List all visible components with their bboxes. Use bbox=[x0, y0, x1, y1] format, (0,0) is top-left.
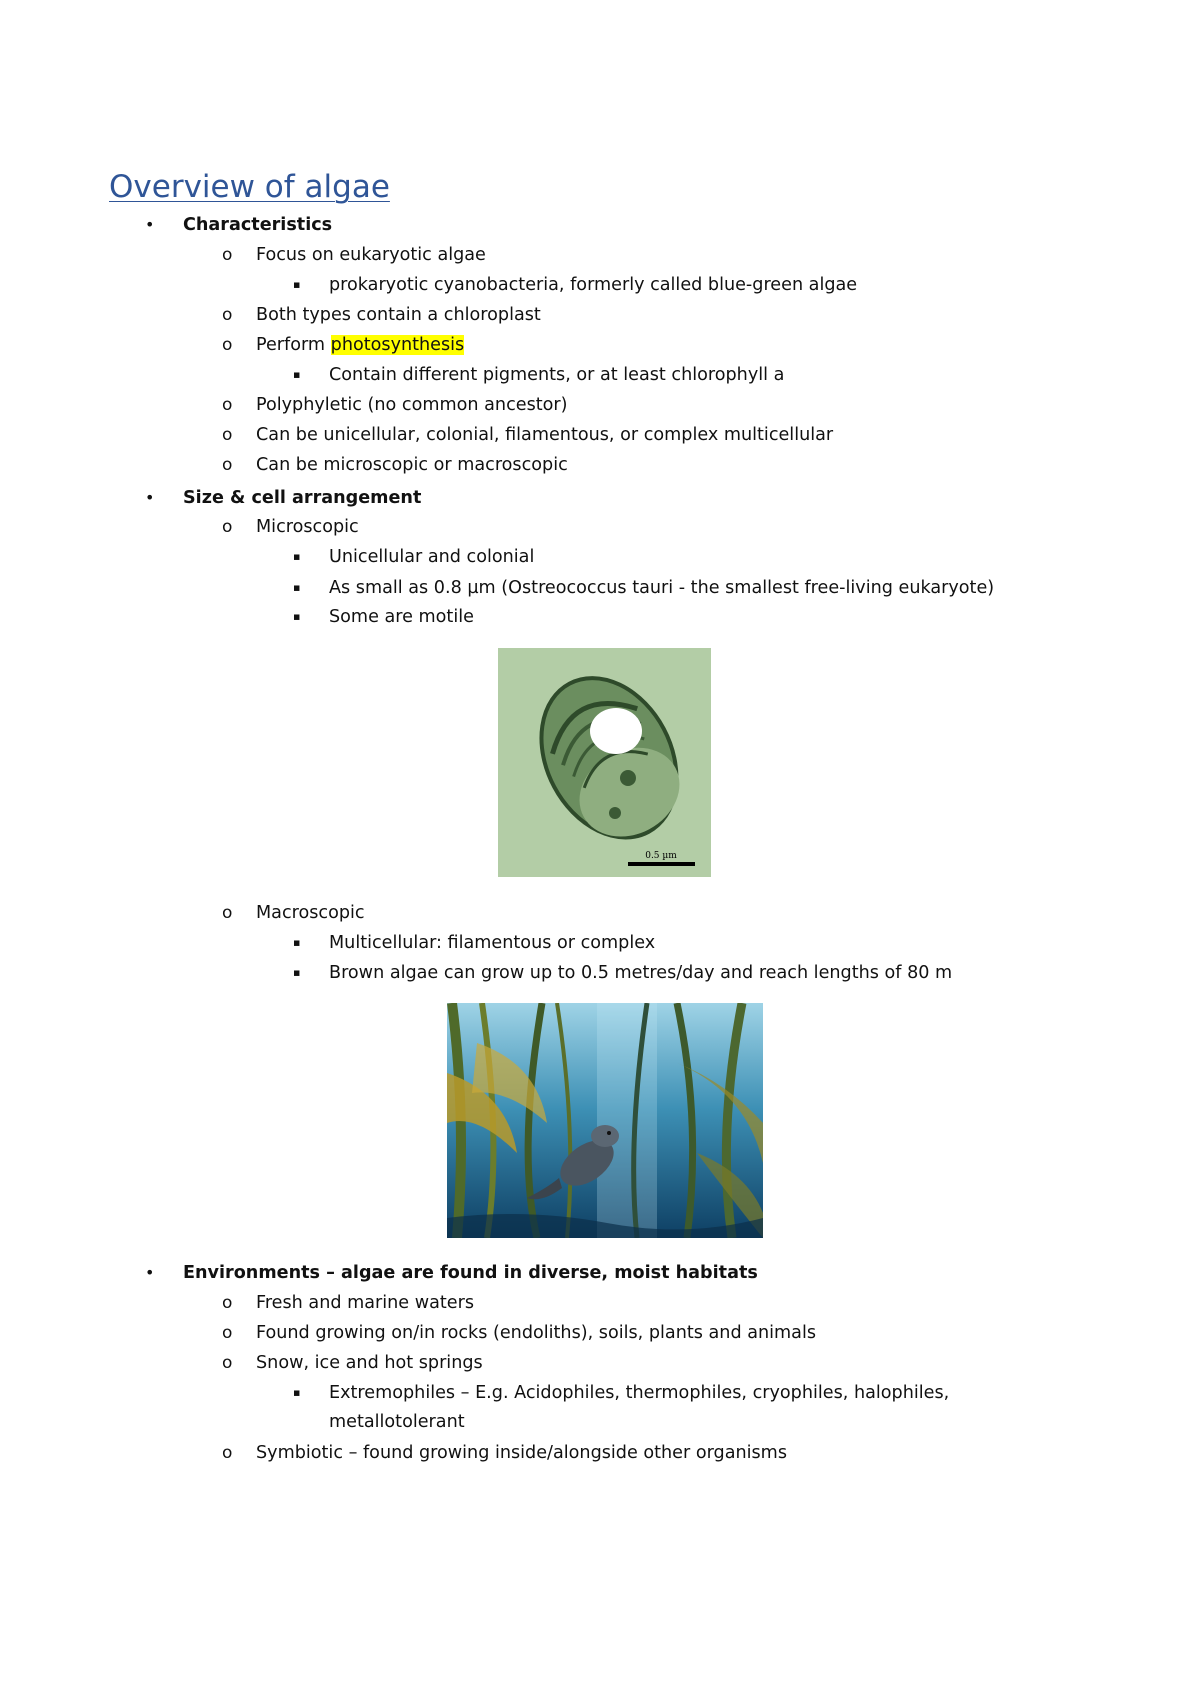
square-marker: ▪ bbox=[293, 610, 301, 623]
list-item: Multicellular: filamentous or complex bbox=[329, 933, 656, 953]
circle-marker: o bbox=[222, 1293, 233, 1313]
page-title: Overview of algae bbox=[109, 169, 390, 205]
circle-marker: o bbox=[222, 1353, 233, 1373]
circle-marker: o bbox=[222, 305, 233, 325]
circle-marker: o bbox=[222, 245, 233, 265]
list-item: Both types contain a chloroplast bbox=[256, 305, 541, 325]
list-item: Brown algae can grow up to 0.5 metres/day and reach lengths of 80 m bbox=[329, 963, 953, 983]
circle-marker: o bbox=[222, 903, 233, 923]
list-item: Snow, ice and hot springs bbox=[256, 1353, 483, 1373]
micrograph-illustration bbox=[498, 648, 711, 877]
list-item: Microscopic bbox=[256, 517, 359, 537]
square-marker: ▪ bbox=[293, 550, 301, 563]
list-item-continuation: metallotolerant bbox=[329, 1412, 465, 1432]
circle-marker: o bbox=[222, 455, 233, 475]
bullet-marker: • bbox=[145, 215, 155, 234]
list-item-text: Perform bbox=[256, 335, 331, 355]
circle-marker: o bbox=[222, 517, 233, 537]
square-marker: ▪ bbox=[293, 278, 301, 291]
circle-marker: o bbox=[222, 425, 233, 445]
list-item: Found growing on/in rocks (endoliths), soils, plants and animals bbox=[256, 1323, 816, 1343]
list-item: Extremophiles – E.g. Acidophiles, thermophiles, cryophiles, halophiles, bbox=[329, 1383, 950, 1403]
kelp-forest-illustration bbox=[447, 1003, 763, 1238]
square-marker: ▪ bbox=[293, 936, 301, 949]
square-marker: ▪ bbox=[293, 581, 301, 594]
list-item: Symbiotic – found growing inside/alongside other organisms bbox=[256, 1443, 787, 1463]
list-item: Unicellular and colonial bbox=[329, 547, 535, 567]
list-item: Macroscopic bbox=[256, 903, 365, 923]
highlighted-term: photosynthesis bbox=[330, 335, 465, 355]
section-heading-characteristics: Characteristics bbox=[183, 215, 333, 235]
list-item: Some are motile bbox=[329, 607, 474, 627]
bullet-marker: • bbox=[145, 1263, 155, 1282]
list-item: prokaryotic cyanobacteria, formerly called blue-green algae bbox=[329, 275, 858, 295]
bullet-marker: • bbox=[145, 488, 155, 507]
circle-marker: o bbox=[222, 1443, 233, 1463]
circle-marker: o bbox=[222, 335, 233, 355]
square-marker: ▪ bbox=[293, 966, 301, 979]
list-item bbox=[256, 334, 464, 356]
list-item: Contain different pigments, or at least chlorophyll a bbox=[329, 365, 785, 385]
list-item: Focus on eukaryotic algae bbox=[256, 245, 486, 265]
square-marker: ▪ bbox=[293, 368, 301, 381]
list-item: Polyphyletic (no common ancestor) bbox=[256, 395, 568, 415]
micrograph-image bbox=[498, 648, 711, 877]
section-heading-size: Size & cell arrangement bbox=[183, 488, 422, 508]
square-marker: ▪ bbox=[293, 1386, 301, 1399]
section-heading-environments: Environments – algae are found in diverse, moist habitats bbox=[183, 1263, 758, 1283]
list-item: As small as 0.8 µm (Ostreococcus tauri - the smallest free-living eukaryote) bbox=[329, 578, 995, 598]
list-item: Can be microscopic or macroscopic bbox=[256, 455, 568, 475]
circle-marker: o bbox=[222, 1323, 233, 1343]
kelp-forest-photo bbox=[447, 1003, 763, 1238]
circle-marker: o bbox=[222, 395, 233, 415]
list-item: Can be unicellular, colonial, filamentous, or complex multicellular bbox=[256, 425, 834, 445]
list-item: Fresh and marine waters bbox=[256, 1293, 475, 1313]
scale-bar-label: 0.5 µm bbox=[645, 851, 677, 861]
